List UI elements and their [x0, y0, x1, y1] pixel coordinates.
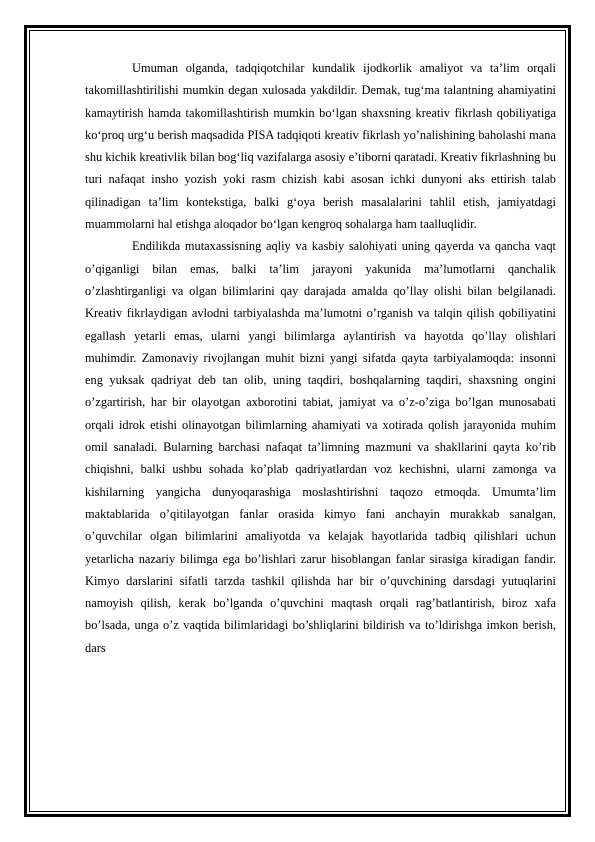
document-body [85, 57, 556, 659]
paragraph-1: Umuman olganda, tadqiqotchilar kundalik ijodkorlik amaliyot va ta’lim orqali takomillashtirilishi mumkin degan xulosada yakdildir. Demak, tug‘ma talantning ahamiyatini kamaytirish hamda takomillashtirish mumkin bo‘lgan shaxsning kreativ fikrlash qobiliyatiga ko‘proq urg‘u berish maqsadida PISA tadqiqoti kreativ fikrlash yo’nalishining baholashi mana shu kichik kreativlik bilan bog‘liq vazifalarga asosiy e’tiborni qaratadi. Kreativ fikrlashning bu turi nafaqat insho yozish yoki rasm chizish kabi asosan ichki dunyoni aks ettirish talab qilinadigan ta’lim kontekstiga, balki g‘oya berish masalalarini tahlil etish, jamiyatdagi muammolarni hal etishga aloqador bo‘lgan kengroq sohalarga ham taalluqlidir. [85, 61, 556, 232]
paragraph-2: Endilikda mutaxassisning aqliy va kasbiy salohiyati uning qayerda va qancha vaqt o’qiganligi bilan emas, balki ta’lim jarayoni yakunida ma’lumotlarni qanchalik o’zlashtirganligi va olgan bilimlarini qay darajada amalda qo’llay olishi bilan belgilanadi. Kreativ fikrlaydigan avlodni tarbiyalashda ma’lumotni o’rganish va talqin qilish qobiliyatini egallash yetarli emas, ularni yangi bilimlarga aylantirish va hayotda qo’llay olishlari muhimdir. Zamonaviy rivojlangan muhit bizni yangi sifatda qayta tarbiyalamoqda: insonni eng yuksak qadriyat deb tan olib, uning taqdiri, boshqalarning taqdiri, shaxsning ongini o’zgartirish, har bir olayotgan axborotini tabiat, jamiyat va o’z-o’ziga bo’lgan munosabati orqali idrok etishi olinayotgan bilimlarning ahamiyati va xotirada qolish jarayonida muhim omil sanaladi. Bularning barchasi nafaqat ta’limning mazmuni va shakllarini qayta ko’rib chiqishni, balki ushbu sohada ko’plab qadriyatlardan voz kechishni, ularni zamonga va kishilarning yangicha dunyoqarashiga moslashtirishni taqozo etmoqda. Umumta’lim maktablarida o’qitilayotgan fanlar orasida kimyo fani anchayin murakkab sanalgan, o’quvchilar olgan bilimlarini amaliyotda va kelajak hayotlarida tadbiq qilishlari uchun yetarlicha nazariy bilimga ega bo’lishlari zarur hisoblangan fanlar sirasiga kiradigan fandir. Kimyo darslarini sifatli tarzda tashkil qilishda har bir o’quvchining darsdagi yutuqlarini namoyish qilish, kerak bo’lganda o’quvchini maqtash orqali rag’batlantirish, biroz xafa bo’lsada, unga o’z vaqtida bilimlaridagi bo’shliqlarini bildirish va to’ldirishga imkon berish, dars [85, 239, 556, 655]
